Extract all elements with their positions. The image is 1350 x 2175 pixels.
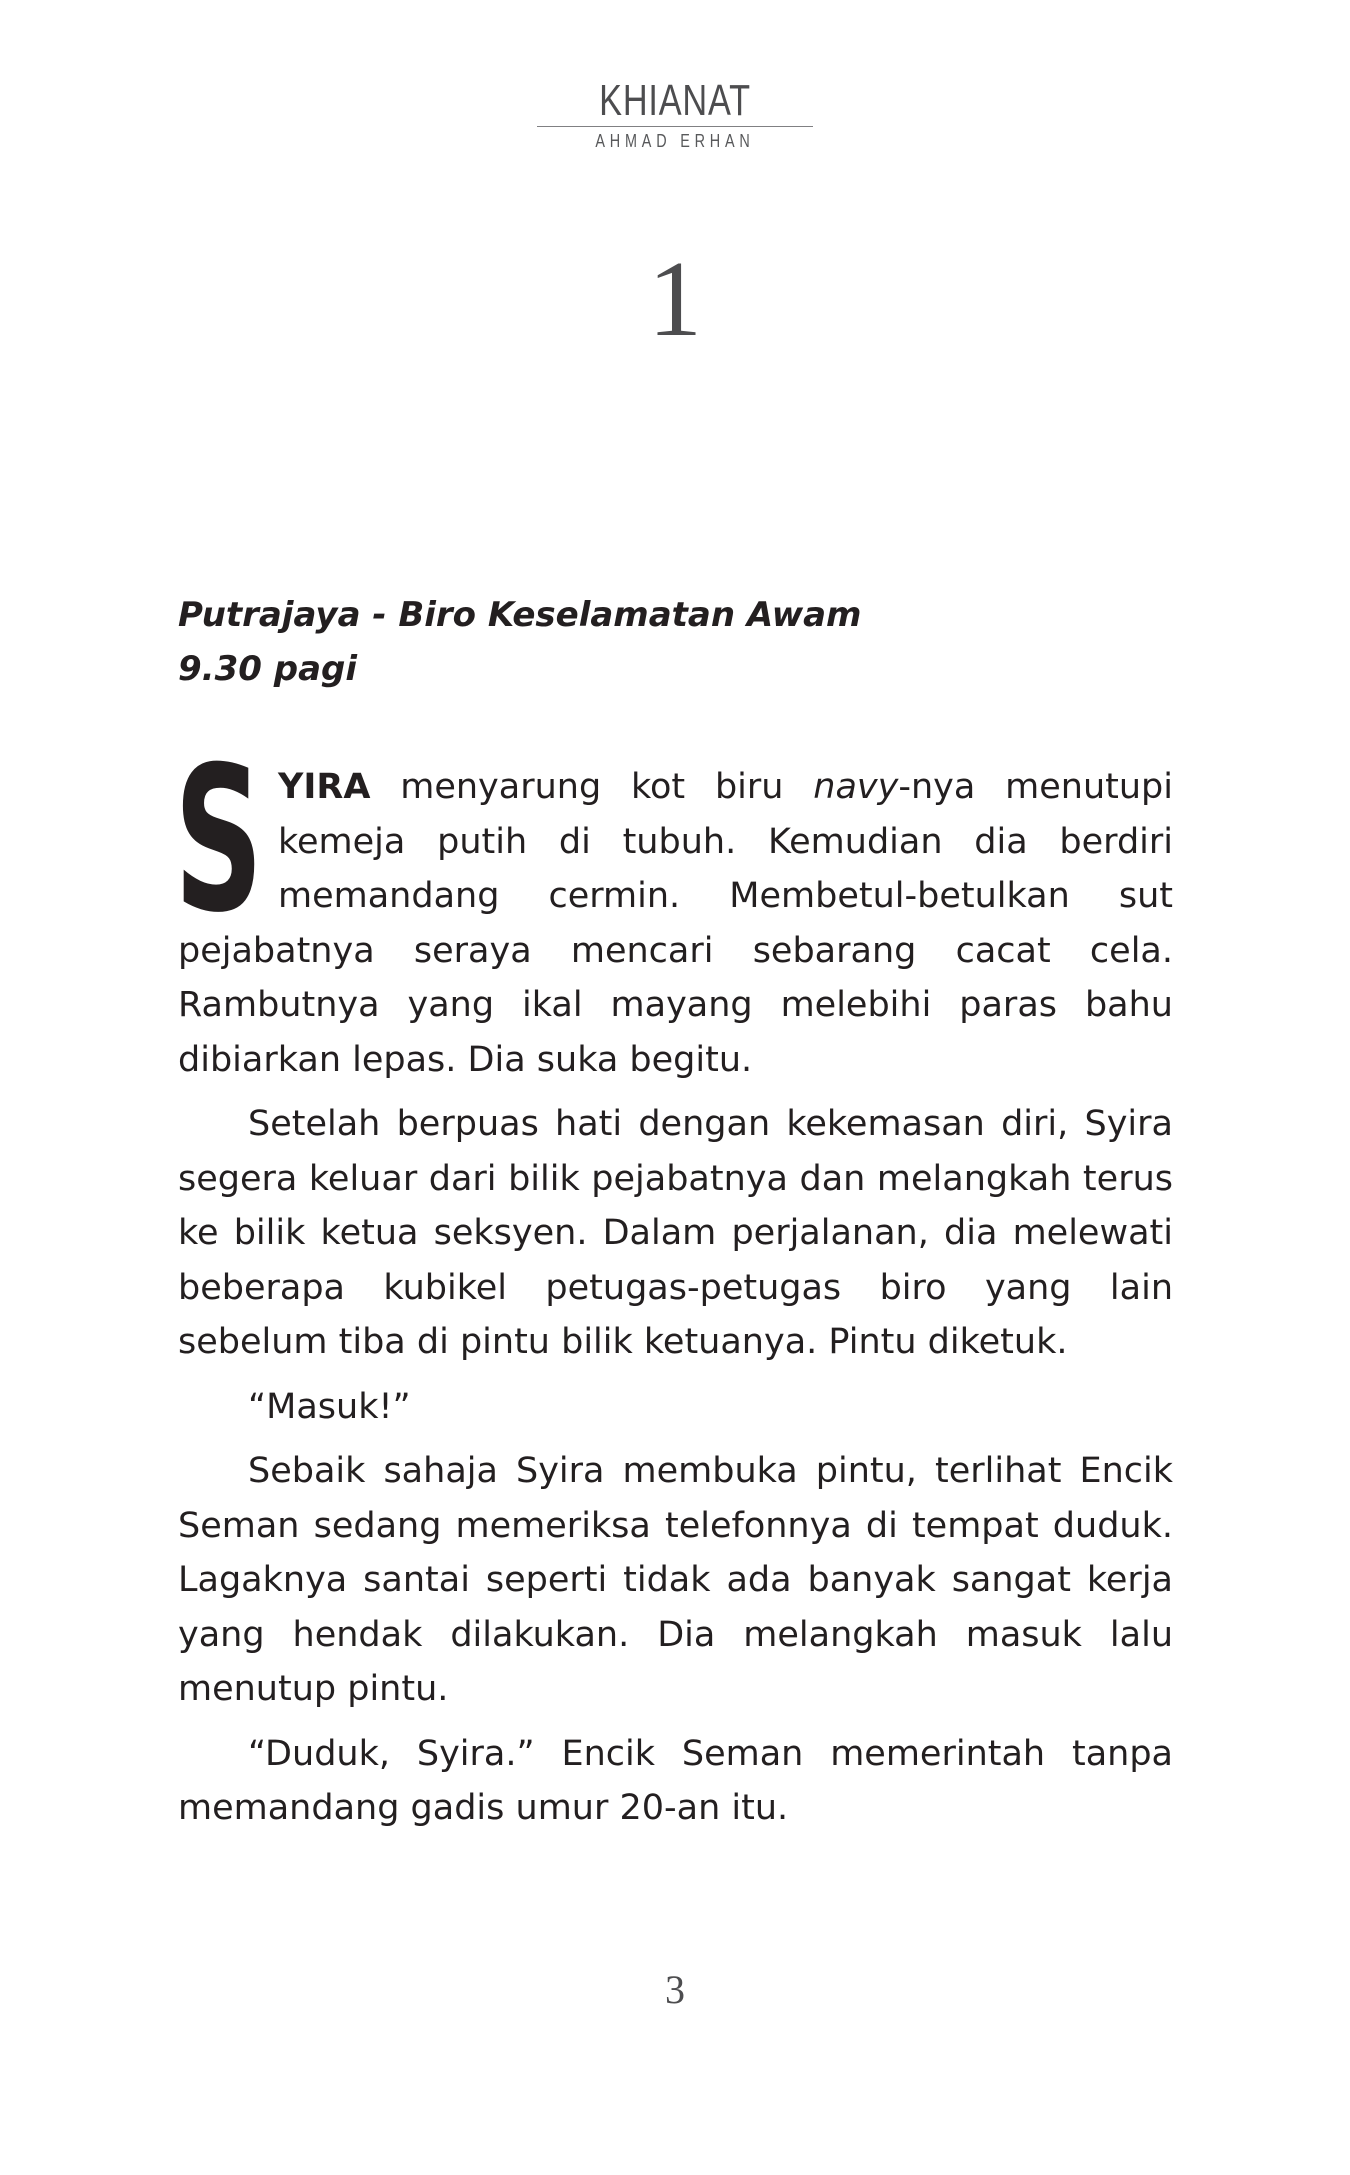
paragraph-1: [174, 724, 1173, 1087]
lead-word: YIRA: [278, 767, 371, 807]
book-author: AHMAD ERHAN: [595, 131, 755, 151]
paragraph-5: “Duduk, Syira.” Encik Seman memerintah tanpa memandang gadis umur 20-an itu.: [178, 1733, 1173, 1828]
chapter-number: 1: [648, 240, 702, 359]
header-divider: [537, 126, 813, 127]
setting-location: Putrajaya - Biro Keselamatan Awam: [178, 595, 862, 635]
paragraph-1-text-b: -nya menutupi kemeja putih di tubuh. Kemudian dia berdiri memandang cermin. Membetul-betulkan sut pejabatnya seraya mencari sebarang cacat cela. Rambutnya yang ikal mayang melebihi paras bahu dibiarkan lepas. Dia suka begitu.: [178, 767, 1173, 1080]
book-title: KHIANAT: [599, 76, 751, 125]
paragraph-3: “Masuk!”: [248, 1386, 411, 1427]
paragraph-4: Sebaik sahaja Syira membuka pintu, terlihat Encik Seman sedang memeriksa telefonnya di tempat duduk. Lagaknya santai seperti tidak ada banyak sangat kerja yang hendak dilakukan. Dia melangkah masuk lalu menutup pintu.: [178, 1451, 1173, 1709]
drop-cap: S: [174, 724, 264, 957]
chapter-body: [174, 724, 1173, 1846]
running-header: [0, 78, 1350, 152]
paragraph-2: Setelah berpuas hati dengan kekemasan diri, Syira segera keluar dari bilik pejabatnya dan melangkah terus ke bilik ketua seksyen. Dalam perjalanan, dia melewati beberapa kubikel petugas-petugas biro yang lain sebelum tiba di pintu bilik ketuanya. Pintu diketuk.: [178, 1104, 1173, 1362]
paragraph-1-italic: navy: [813, 767, 899, 807]
paragraph-1-text-a: menyarung kot biru: [370, 767, 814, 807]
scene-setting: [178, 588, 1178, 696]
page-number: 3: [665, 1967, 685, 2012]
setting-time: 9.30 pagi: [178, 649, 357, 689]
